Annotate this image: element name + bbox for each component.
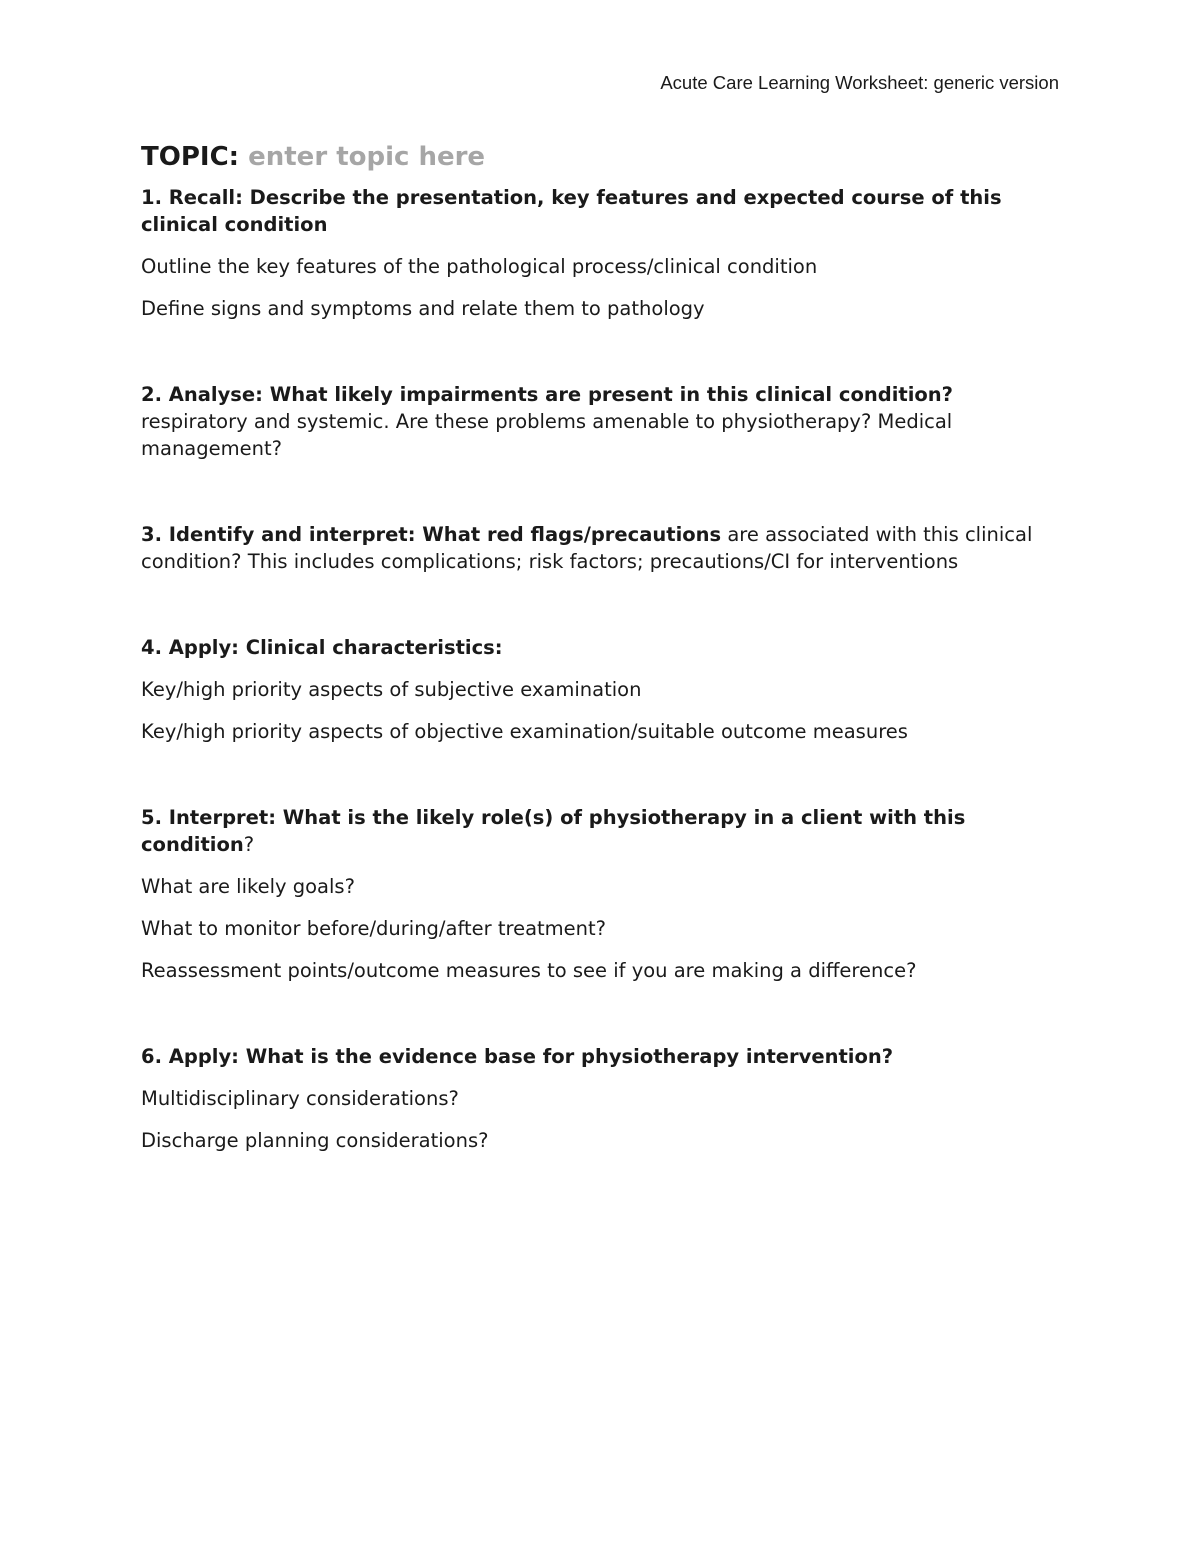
section-recall [141, 184, 1061, 322]
section-interpret-role [141, 804, 1061, 984]
section-title [141, 804, 1061, 858]
section-continuation: respiratory and systemic. Are these problems amenable to physiotherapy? Medical management? [141, 410, 953, 460]
section-apply-evidence [141, 1043, 1061, 1154]
prompt-line: What are likely goals? [141, 875, 355, 898]
prompt-line: Reassessment points/outcome measures to see if you are making a difference? [141, 959, 917, 982]
section-title: 6. Apply: What is the evidence base for physiotherapy intervention? [141, 1045, 894, 1068]
prompt-line: Key/high priority aspects of subjective examination [141, 678, 642, 701]
section-identify [141, 521, 1061, 575]
section-analyse [141, 381, 1061, 462]
prompt-line: Discharge planning considerations? [141, 1129, 489, 1152]
prompt-line: What to monitor before/during/after treatment? [141, 917, 607, 940]
section-title [141, 521, 1061, 575]
topic-placeholder[interactable]: enter topic here [248, 142, 486, 172]
section-title: 4. Apply: Clinical characteristics: [141, 636, 503, 659]
section-apply-characteristics [141, 634, 1061, 745]
section-title: 1. Recall: Describe the presentation, key features and expected course of this clinical condition [141, 186, 1002, 236]
prompt-line: Key/high priority aspects of objective examination/suitable outcome measures [141, 720, 908, 743]
topic-heading [141, 140, 1061, 174]
prompt-line: Multidisciplinary considerations? [141, 1087, 459, 1110]
page-header: Acute Care Learning Worksheet: generic version [660, 72, 1059, 93]
topic-label: TOPIC: [141, 142, 240, 172]
section-title-bold: 5. Interpret: What is the likely role(s) of physiotherapy in a client with this condition [141, 806, 966, 856]
prompt-line: Outline the key features of the pathological process/clinical condition [141, 255, 818, 278]
section-title-bold: 3. Identify and interpret: What red flags/precautions [141, 523, 722, 546]
worksheet-body [141, 140, 1061, 1154]
prompt-line: Define signs and symptoms and relate them to pathology [141, 297, 705, 320]
section-title-end: ? [243, 833, 255, 856]
section-title: 2. Analyse: What likely impairments are present in this clinical condition? [141, 383, 953, 406]
section-title-rest: are associated with this clinical condition? This includes complications; risk factors; precautions/CI for interventions [141, 523, 1033, 573]
